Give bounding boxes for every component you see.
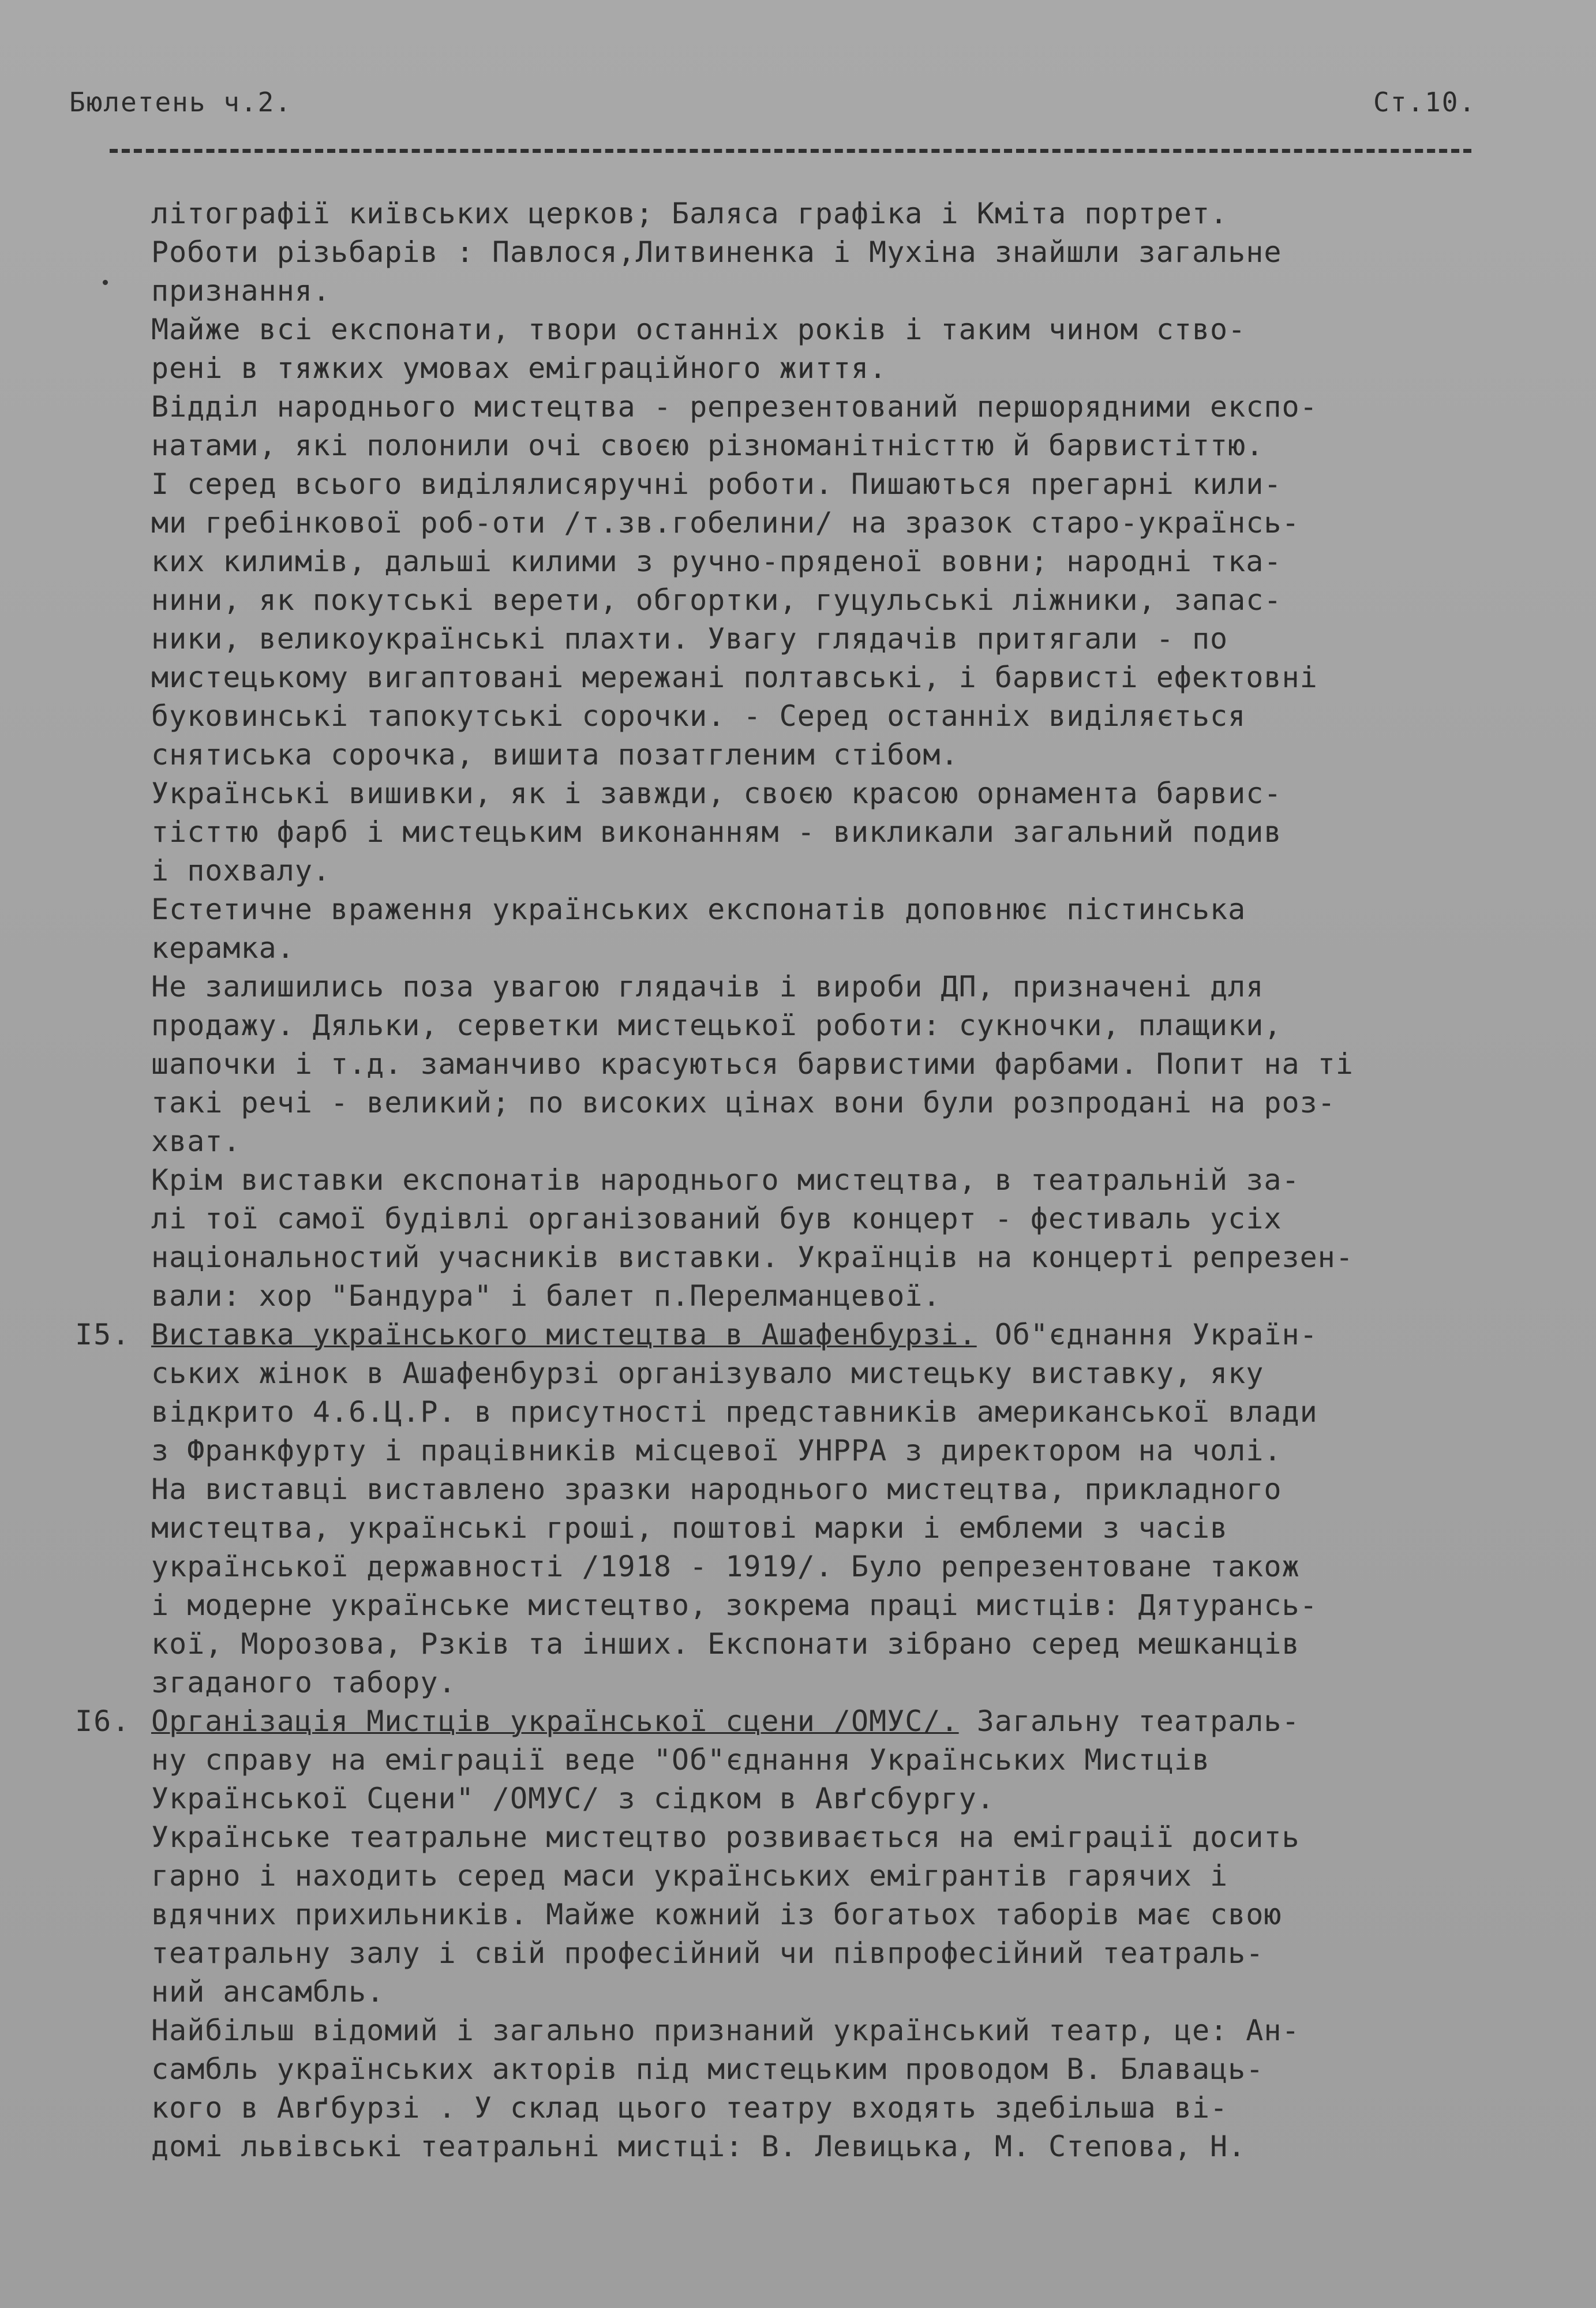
text-line: Відділ народнього мистецтва - репрезентований першорядними експо- — [151, 390, 1318, 424]
section-15-line-0: Об"єднання Україн- — [994, 1318, 1318, 1351]
text-line: самбль українських акторів під мистецьким проводом В. Блаваць- — [151, 2052, 1264, 2086]
text-line: лі тої самої будівлі організований був концерт - фестиваль усіх — [151, 1202, 1282, 1235]
page-number: Ст.10. — [1373, 87, 1477, 118]
text-line: хват. — [151, 1125, 241, 1158]
text-line: відкрито 4.6.Ц.Р. в присутності представників американської влади — [151, 1395, 1318, 1429]
text-line: літографії київських церков; Баляса графіка і Кміта портрет. — [151, 197, 1228, 230]
text-line: Української Сцени" /ОМУС/ з сідком в Авґсбургу. — [151, 1782, 995, 1815]
header-divider — [110, 149, 1471, 153]
text-line: з Франкфурту і працівників місцевої УНРРА з директором на чолі. — [151, 1434, 1282, 1467]
text-line: Українське театральне мистецтво розвивається на еміграції досить — [151, 1820, 1300, 1854]
text-line: вдячних прихильників. Майже кожний із богатьох таборів має свою — [151, 1898, 1282, 1931]
text-line: натами, які полонили очі своєю різноманітністтю й барвистіттю. — [151, 429, 1264, 462]
margin-dot — [103, 280, 108, 285]
text-line: згаданого табору. — [151, 1666, 456, 1699]
text-line: Українські вишивки, як і завжди, своєю красою орнамента барвис- — [151, 777, 1282, 810]
text-line: домі львівські театральні мистці: В. Левицька, М. Степова, Н. — [151, 2130, 1246, 2163]
section-15-number: І5. — [75, 1318, 131, 1351]
text-line: вали: хор "Бандура" і балет п.Перелманцевої. — [151, 1279, 941, 1313]
page-header — [0, 87, 1596, 133]
text-line: шапочки і т.д. заманчиво красуються барвистими фарбами. Попит на ті — [151, 1047, 1354, 1081]
text-line: рені в тяжких умовах еміграційного життя. — [151, 351, 887, 385]
text-line: керамка. — [151, 931, 295, 965]
text-line: мистецькому вигаптовані мережані полтавські, і барвисті ефектовні — [151, 661, 1318, 694]
text-line: ну справу на еміграції веде "Об"єднання Українських Мистців — [151, 1743, 1211, 1777]
text-line: І серед всього виділялисяручні роботи. Пишаються прегарні кили- — [151, 467, 1282, 501]
text-line: ники, великоукраїнські плахти. Увагу глядачів притягали - по — [151, 622, 1228, 655]
text-line: гарно і находить серед маси українських емігрантів гарячих і — [151, 1859, 1228, 1893]
section-16-number: І6. — [75, 1704, 131, 1738]
text-line: Естетичне враження українських експонатів доповнює пістинська — [151, 893, 1246, 926]
text-line: ний ансамбль. — [151, 1975, 385, 2009]
text-line: театральну залу і свій професійний чи півпрофесійний театраль- — [151, 1936, 1264, 1970]
section-16-title: Організація Мистців української сцени /ОМУС/. — [151, 1704, 959, 1738]
text-line: признання. — [151, 274, 331, 308]
text-line: продажу. Дяльки, серветки мистецької роботи: сукночки, плащики, — [151, 1009, 1282, 1042]
text-line: снятиська сорочка, вишита позатгленим стібом. — [151, 738, 959, 771]
text-line: Не залишились поза увагою глядачів і вироби ДП, призначені для — [151, 970, 1264, 1003]
text-line: ких килимів, дальші килими з ручно-пряденої вовни; народні тка- — [151, 545, 1282, 578]
text-line: кого в Авґбурзі . У склад цього театру входять здебільша ві- — [151, 2091, 1228, 2125]
text-line: тісттю фарб і мистецьким виконанням - викликали загальний подив — [151, 815, 1282, 849]
section-15-title: Виставка українського мистецтва в Ашафенбурзі. — [151, 1318, 977, 1351]
text-line: і похвалу. — [151, 854, 331, 887]
bulletin-title: Бюлетень ч.2. — [69, 87, 293, 118]
section-16-first-line — [151, 1704, 1300, 1739]
text-line: Майже всі експонати, твори останніх років і таким чином ство- — [151, 313, 1246, 346]
text-line: і модерне українське мистецтво, зокрема праці мистців: Дятурансь- — [151, 1588, 1318, 1622]
text-line: ських жінок в Ашафенбурзі організувало мистецьку виставку, яку — [151, 1357, 1264, 1390]
section-16-line-0: Загальну театраль- — [976, 1704, 1300, 1738]
text-line: Найбільш відомий і загально признаний український театр, це: Ан- — [151, 2014, 1300, 2047]
text-line: мистецтва, українські гроші, поштові марки і емблеми з часів — [151, 1511, 1228, 1545]
section-15-first-line — [151, 1317, 1318, 1352]
text-line: нини, як покутські верети, обгортки, гуцульські ліжники, запас- — [151, 583, 1282, 617]
text-line: Роботи різьбарів : Павлося,Литвиненка і Мухіна знайшли загальне — [151, 235, 1282, 269]
text-line: національностий учасників виставки. Українців на концерті репрезен- — [151, 1241, 1354, 1274]
text-line: української державності /1918 - 1919/. Було репрезентоване також — [151, 1550, 1300, 1583]
text-line: На виставці виставлено зразки народнього мистецтва, прикладного — [151, 1473, 1282, 1506]
text-line: кої, Морозова, Рзків та інших. Експонати зібрано серед мешканців — [151, 1627, 1300, 1661]
text-line: Крім виставки експонатів народнього мистецтва, в театральній за- — [151, 1163, 1300, 1197]
text-line: такі речі - великий; по високих цінах вони були розпродані на роз- — [151, 1086, 1336, 1119]
text-line: буковинські тапокутські сорочки. - Серед останніх виділяється — [151, 699, 1246, 733]
text-line: ми гребінкової роб-оти /т.зв.гобелини/ на зразок старо-українсь- — [151, 506, 1300, 539]
